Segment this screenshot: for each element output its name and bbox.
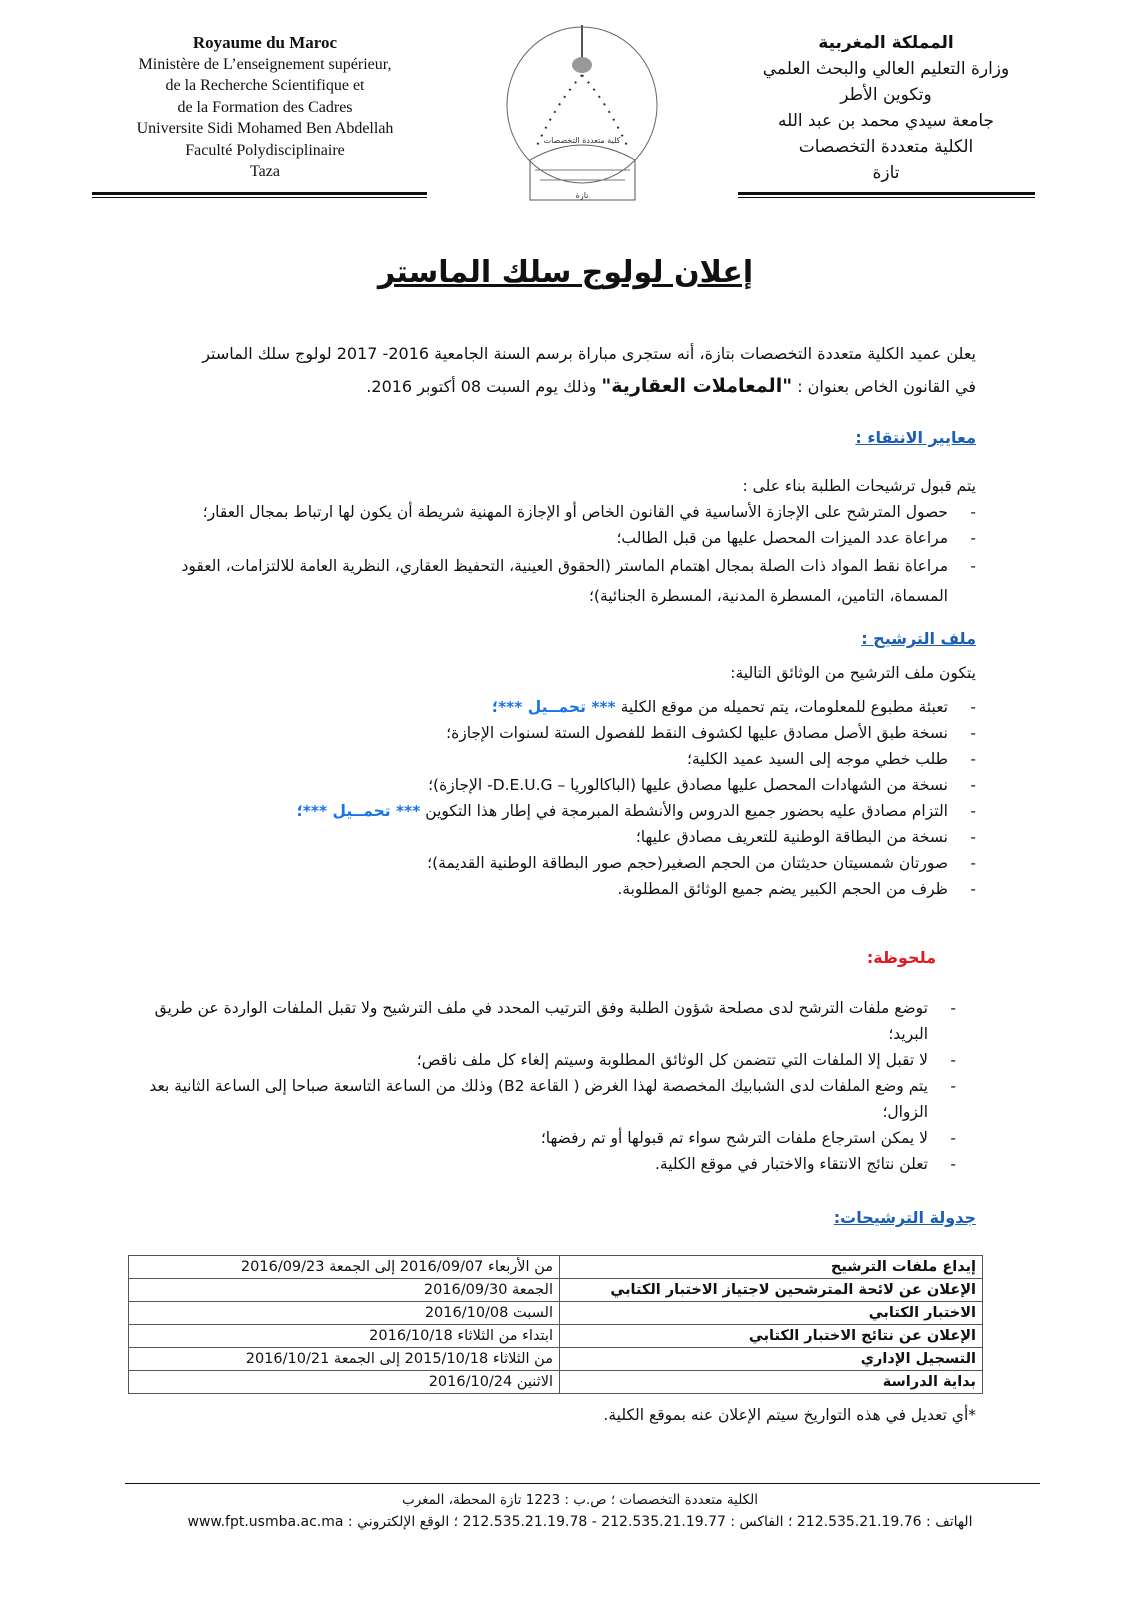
list-item: - لا يمكن استرجاع ملفات الترشح سواء تم قبولها أو تم رفضها؛ [126, 1125, 928, 1151]
dossier-list [131, 694, 976, 902]
header-line: وتكوين الأطر [840, 85, 932, 105]
header-line: Taza [250, 163, 280, 180]
list-item: - حصول المترشح على الإجازة الأساسية في القانون الخاص أو الإجازة المهنية شريطة أن يكون لها ارتباط بمجال العقار؛ [131, 499, 948, 525]
step-cell: الاختبار الكتابي [560, 1302, 983, 1325]
header-line: وزارة التعليم العالي والبحث العلمي [762, 59, 1010, 79]
footer-contact: الهاتف : 212.535.21.19.76 ؛ الفاكس : 212.535.21.19.77 - 212.535.21.19.78 ؛ الوقع الإلكتروني : www.fpt.usmba.ac.ma [187, 1514, 973, 1530]
header-line: الكلية متعددة التخصصات [798, 137, 974, 157]
footer-address: الكلية متعددة التخصصات ؛ ص.ب : 1223 تازة المحطة، المغرب [402, 1492, 758, 1508]
step-cell: بداية الدراسة [560, 1371, 983, 1394]
list-item: - مراعاة نقط المواد ذات الصلة بمجال اهتمام الماستر (الحقوق العينية، التحفيظ العقاري، النظرية العامة للالتزامات، العقود المسماة، التامين، المسطرة المدنية، المسطرة الجنائية)؛ [131, 551, 948, 611]
header-line: de la Formation des Cadres [177, 98, 353, 116]
item-text: التزام مصادق عليه بحضور جميع الدروس والأنشطة المبرمجة في إطار هذا التكوين [420, 802, 948, 820]
note-list [126, 995, 956, 1177]
criteria-lead: يتم قبول ترشيحات الطلبة بناء على : [742, 477, 976, 495]
dossier-lead: يتكون ملف الترشيح من الوثائق التالية: [730, 664, 976, 682]
criteria-heading: معايير الانتقاء : [855, 428, 976, 447]
header-line: Universite Sidi Mohamed Ben Abdellah [136, 120, 394, 137]
step-cell: الإعلان عن نتائج الاختبار الكتابي [560, 1325, 983, 1348]
list-item: - نسخة من الشهادات المحصل عليها مصادق عليها (الباكالوريا – D.E.U.G- الإجازة)؛ [131, 772, 948, 798]
list-item: - مراعاة عدد الميزات المحصل عليها من قبل الطالب؛ [131, 525, 948, 551]
faculty-logo [505, 20, 660, 205]
table-row [129, 1279, 983, 1302]
header-line: Faculté Polydisciplinaire [185, 141, 345, 159]
date-cell: من الثلاثاء 2015/10/18 إلى الجمعة 2016/10/21 [129, 1348, 560, 1371]
header-line: المملكة المغربية [818, 33, 954, 53]
dossier-section [131, 626, 976, 902]
date-cell: الجمعة 2016/09/30 [129, 1279, 560, 1302]
list-item [131, 798, 948, 824]
schedule-footnote: *أي تعديل في هذه التواريخ سيتم الإعلان عنه بموقع الكلية. [603, 1406, 976, 1424]
header-rule [738, 192, 1035, 198]
list-item: - توضع ملفات الترشح لدى مصلحة شؤون الطلبة وفق الترتيب المحدد في ملف الترشيح ولا تقبل الملفات الواردة عن طريق البريد؛ [126, 995, 928, 1047]
french-header [95, 32, 435, 183]
list-item: - تعلن نتائج الانتقاء والاختبار في موقع الكلية. [126, 1151, 928, 1177]
list-item: - صورتان شمسيتان حديثتان من الحجم الصغير(حجم صور البطاقة الوطنية القديمة)؛ [131, 850, 948, 876]
criteria-list [131, 499, 976, 611]
intro-line [131, 370, 976, 403]
schedule-heading: جدولة الترشيحات: [833, 1208, 976, 1227]
date-cell: الاثنين 2016/10/24 [129, 1371, 560, 1394]
arabic-header [736, 30, 1036, 186]
page-title: إعلان لولوج سلك الماستر [377, 255, 754, 290]
intro-line: يعلن عميد الكلية متعددة التخصصات بتازة، أنه ستجرى مباراة برسم السنة الجامعية 2016- 2017 لولوج سلك الماستر [202, 344, 976, 363]
step-cell: إيداع ملفات الترشيح [560, 1256, 983, 1279]
schedule-table [128, 1255, 983, 1394]
footer-rule [125, 1483, 1040, 1484]
program-title: "المعاملات العقارية" [601, 375, 793, 397]
download-link[interactable]: *** تحمــيل ***؛ [296, 802, 421, 820]
header-rule [92, 192, 427, 198]
criteria-section [131, 425, 976, 611]
table-row [129, 1256, 983, 1279]
note-heading: ملحوظة: [866, 948, 936, 967]
date-cell: من الأربعاء 2016/09/07 إلى الجمعة 2016/09/23 [129, 1256, 560, 1279]
date-cell: ابتداء من الثلاثاء 2016/10/18 [129, 1325, 560, 1348]
intro-text: في القانون الخاص بعنوان : [792, 377, 976, 396]
list-item: - طلب خطي موجه إلى السيد عميد الكلية؛ [131, 746, 948, 772]
table-row [129, 1371, 983, 1394]
list-item [131, 694, 948, 720]
step-cell: الإعلان عن لائحة المترشحين لاجتياز الاختبار الكتابي [560, 1279, 983, 1302]
svg-text:تازة: تازة [575, 191, 589, 200]
table-row [129, 1325, 983, 1348]
header-line: تازة [872, 163, 900, 183]
header-line: Ministère de L’enseignement supérieur, [138, 55, 392, 73]
list-item: - ظرف من الحجم الكبير يضم جميع الوثائق المطلوبة. [131, 876, 948, 902]
date-cell: السبت 2016/10/08 [129, 1302, 560, 1325]
header-line: جامعة سيدي محمد بن عبد الله [777, 111, 995, 131]
intro-paragraph [131, 338, 976, 403]
list-item: - نسخة طبق الأصل مصادق عليها لكشوف النقط للفصول الستة لسنوات الإجازة؛ [131, 720, 948, 746]
table-row [129, 1302, 983, 1325]
header-line: de la Recherche Scientifique et [165, 77, 365, 94]
list-item: - لا تقبل إلا الملفات التي تتضمن كل الوثائق المطلوبة وسيتم إلغاء كل ملف ناقص؛ [126, 1047, 928, 1073]
list-item: - نسخة من البطاقة الوطنية للتعريف مصادق عليها؛ [131, 824, 948, 850]
svg-text:كلية متعددة التخصصات: كلية متعددة التخصصات [543, 136, 621, 145]
intro-text: وذلك يوم السبت 08 أكتوبر 2016. [366, 377, 602, 396]
header-line: Royaume du Maroc [192, 33, 338, 52]
download-link[interactable]: *** تحمــيل ***؛ [491, 698, 616, 716]
table-row [129, 1348, 983, 1371]
item-text: تعبئة مطبوع للمعلومات، يتم تحميله من موقع الكلية [615, 698, 948, 716]
dossier-heading: ملف الترشيح : [861, 629, 976, 648]
list-item: - يتم وضع الملفات لدى الشبابيك المخصصة لهذا الغرض ( القاعة B2) وذلك من الساعة التاسعة صباحا إلى الساعة الثانية بعد الزوال؛ [126, 1073, 928, 1125]
step-cell: التسجيل الإداري [560, 1348, 983, 1371]
